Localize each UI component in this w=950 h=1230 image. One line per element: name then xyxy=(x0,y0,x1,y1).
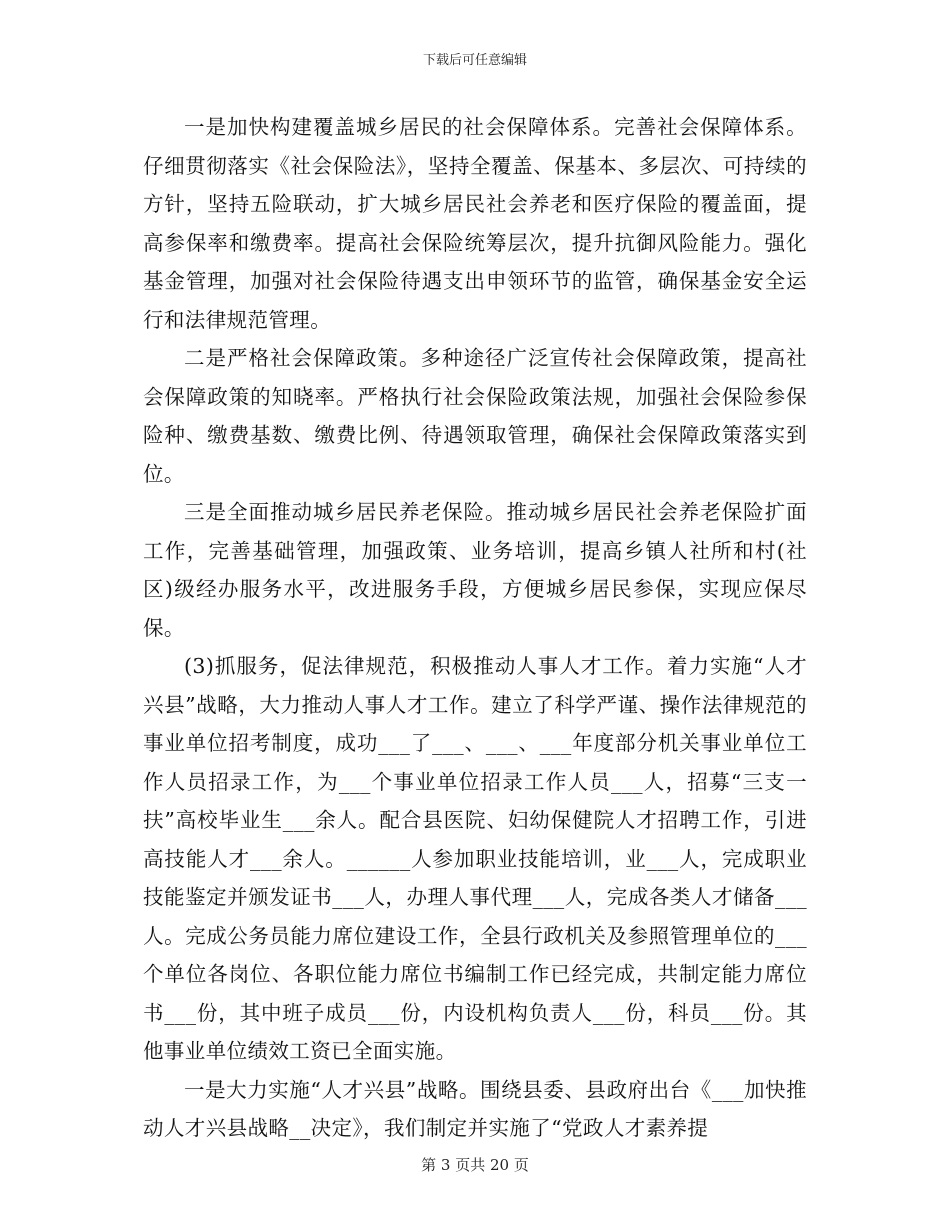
paragraph-social-security-policy: 二是严格社会保障政策。多种途径广泛宣传社会保障政策，提高社会保障政策的知晓率。严格执行社会保险政策法规，加强社会保险参保险种、缴费基数、缴费比例、待遇领取管理，确保社会保障政策落实到位。 xyxy=(143,346,807,486)
paragraph-social-security-system: 一是加快构建覆盖城乡居民的社会保障体系。完善社会保障体系。仔细贯彻落实《社会保险法》，坚持全覆盖、保基本、多层次、可持续的方针，坚持五险联动，扩大城乡居民社会养老和医疗保险的覆盖面，提高参保率和缴费率。提高社会保险统筹层次，提升抗御风险能力。强化基金管理，加强对社会保险待遇支出申领环节的监管，确保基金安全运行和法律规范管理。 xyxy=(143,115,807,332)
paragraph-pension-insurance: 三是全面推动城乡居民养老保险。推动城乡居民社会养老保险扩面工作，完善基础管理，加强政策、业务培训，提高乡镇人社所和村(社区)级经办服务水平，改进服务手段，方便城乡居民参保，实现应保尽保。 xyxy=(143,500,807,640)
paragraph-personnel-talent-work: (3)抓服务，促法律规范，积极推动人事人才工作。着力实施“人才兴县”战略，大力推动人事人才工作。建立了科学严谨、操作法律规范的事业单位招考制度，成功___了___、___、___年度部分机关事业单位工作人员招录工作，为___个事业单位招录工作人员___人，招募“三支一扶”高校毕业生___余人。配合县医院、妇幼保健院人才招聘工作，引进高技能人才___余人。______人参加职业技能培训，业___人，完成职业技能鉴定并颁发证书___人，办理人事代理___人，完成各类人才储备___人。完成公务员能力席位建设工作，全县行政机关及参照管理单位的___个单位各岗位、各职位能力席位书编制工作已经完成，共制定能力席位书___份，其中班子成员___份，内设机构负责人___份，科员___份。其他事业单位绩效工资已全面实施。 xyxy=(143,654,807,1063)
page-header: 下载后可任意编辑 xyxy=(422,53,527,68)
document-body xyxy=(143,108,807,1148)
page-footer: 第 3 页共 20 页 xyxy=(421,1156,529,1174)
paragraph-talent-strategy: 一是大力实施“人才兴县”战略。围绕县委、县政府出台《___加快推动人才兴县战略__决定》，我们制定并实施了“党政人才素养提 xyxy=(143,1077,807,1140)
